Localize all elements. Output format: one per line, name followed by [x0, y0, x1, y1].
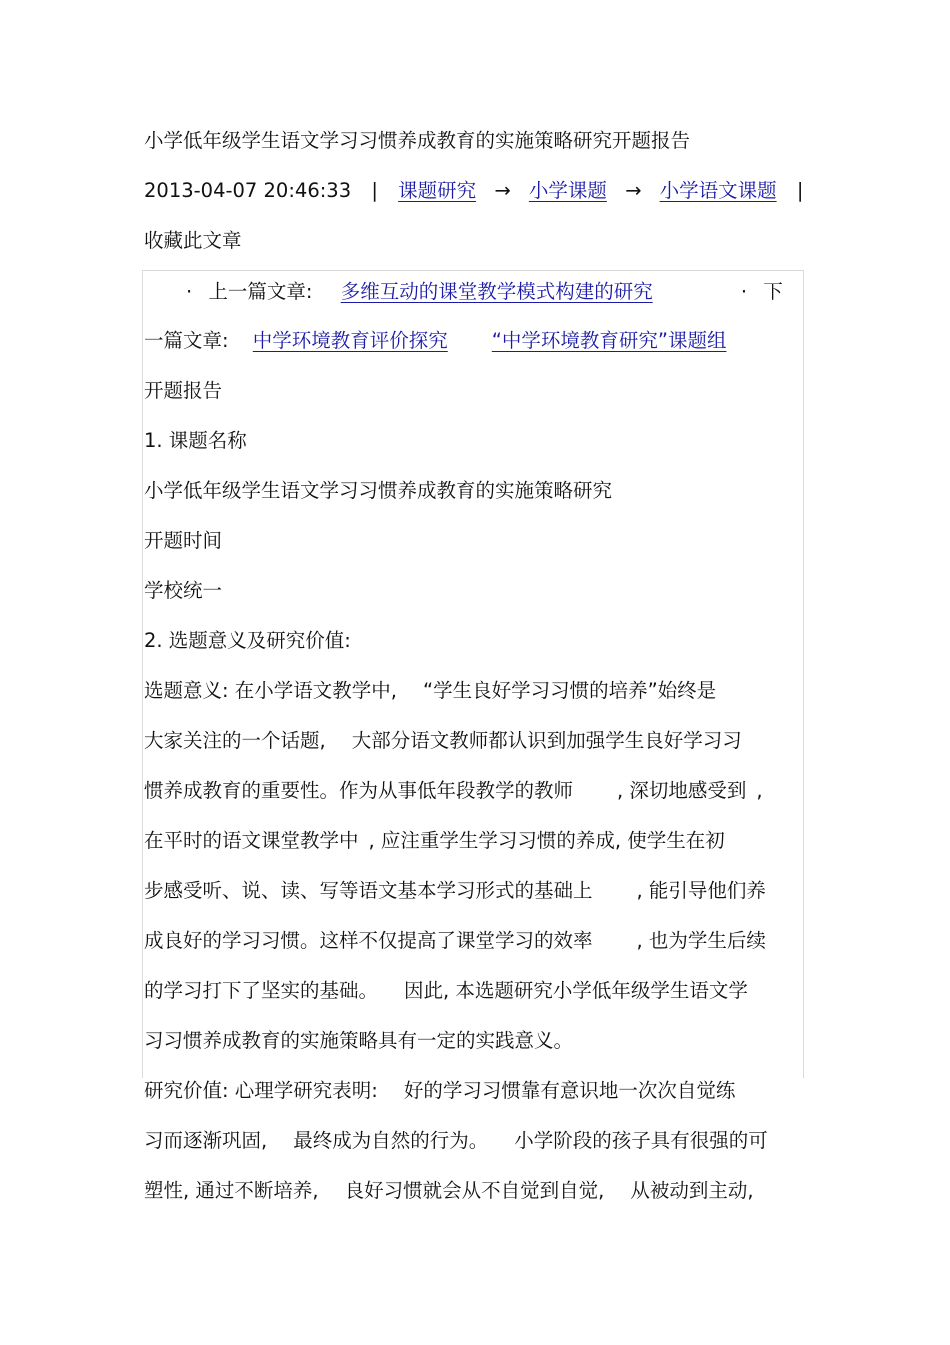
text-segment: 良好习惯就会从不自觉到自觉,: [344, 1179, 605, 1202]
text-segment: “学生良好学习习惯的培养”始终是: [422, 679, 717, 702]
section-2-title: 2. 选题意义及研究价值:: [144, 629, 351, 652]
text-segment: 选题意义: 在小学语文教学中,: [144, 679, 397, 702]
text-segment: , 深切地感受到: [617, 779, 747, 802]
separator: |: [796, 179, 804, 202]
favorite-article-link[interactable]: 收藏此文章: [144, 229, 242, 252]
text-segment: , 应注重学生学习习惯的养成, 使学生在初: [368, 829, 725, 852]
text-segment: , 也为学生后续: [636, 929, 766, 952]
text-segment: 塑性, 通过不断培养,: [144, 1179, 319, 1202]
paragraph-line: [144, 826, 725, 856]
text-segment: 习而逐渐巩固,: [144, 1129, 268, 1152]
paragraph-line: [144, 676, 716, 706]
article-title: 小学低年级学生语文学习习惯养成教育的实施策略研究开题报告: [144, 129, 691, 152]
text-segment: 研究价值: 心理学研究表明:: [144, 1079, 378, 1102]
text-segment: 习习惯养成教育的实施策略具有一定的实践意义。: [144, 1029, 574, 1052]
text-segment: 惯养成教育的重要性。作为从事低年段教学的教师: [144, 779, 574, 802]
opening-time-value: 学校统一: [144, 579, 223, 602]
article-nav-box: [142, 270, 804, 1078]
bullet-icon: ·: [186, 280, 193, 303]
separator: |: [371, 179, 378, 202]
topic-name: 小学低年级学生语文学习习惯养成教育的实施策略研究: [144, 479, 613, 502]
text-segment: , 能引导他们养: [636, 879, 766, 902]
paragraph-line: [144, 976, 748, 1006]
next-article-title-b: “中学环境教育研究”课题组: [491, 329, 727, 352]
paragraph-line: [144, 926, 766, 956]
paragraph-line: [144, 726, 742, 756]
opening-time-label: 开题时间: [144, 529, 223, 552]
text-segment: 大部分语文教师都认识到加强学生良好学习习: [351, 729, 742, 752]
article-meta: [144, 176, 817, 206]
section-1-title: 1. 课题名称: [144, 429, 247, 452]
text-segment: 的学习打下了坚实的基础。: [144, 979, 379, 1002]
prev-next-nav: [186, 277, 783, 307]
breadcrumb-link-primary[interactable]: 小学课题: [528, 179, 607, 202]
prev-article-link[interactable]: 多维互动的课堂教学模式构建的研究: [340, 280, 653, 303]
paragraph-line: [144, 876, 766, 906]
bullet-icon: ·: [740, 280, 748, 303]
paragraph-line: [144, 776, 763, 806]
text-segment: 最终成为自然的行为。: [293, 1129, 489, 1152]
paragraph-line: [144, 1076, 735, 1106]
arrow-icon: →: [625, 179, 642, 202]
prev-article-label: 上一篇文章:: [208, 280, 313, 303]
paragraph-line: [144, 1176, 754, 1206]
breadcrumb-link-research[interactable]: 课题研究: [398, 179, 477, 202]
text-segment: 小学阶段的孩子具有很强的可: [514, 1129, 768, 1152]
section-heading: 开题报告: [144, 379, 223, 402]
next-article-label: 下: [763, 280, 783, 303]
paragraph-line: [144, 1026, 573, 1056]
next-article-row: [144, 326, 745, 356]
arrow-icon: →: [494, 179, 511, 202]
next-article-title-a: 中学环境教育评价探究: [252, 329, 448, 352]
paragraph-line: [144, 1126, 768, 1156]
text-segment: 因此, 本选题研究小学低年级学生语文学: [404, 979, 748, 1002]
text-segment: 在平时的语文课堂教学中: [144, 829, 359, 852]
text-segment: ,: [756, 779, 763, 802]
next-article-label: 一篇文章:: [144, 329, 229, 352]
text-segment: 大家关注的一个话题,: [144, 729, 326, 752]
text-segment: 成良好的学习习惯。这样不仅提高了课堂学习的效率: [144, 929, 593, 952]
next-article-link[interactable]: [253, 329, 745, 352]
breadcrumb-link-chinese[interactable]: 小学语文课题: [659, 179, 777, 202]
text-segment: 从被动到主动,: [630, 1179, 754, 1202]
publish-datetime: 2013-04-07 20:46:33: [144, 179, 352, 202]
text-segment: 步感受听、说、读、写等语文基本学习形式的基础上: [144, 879, 593, 902]
text-segment: 好的学习习惯靠有意识地一次次自觉练: [403, 1079, 736, 1102]
